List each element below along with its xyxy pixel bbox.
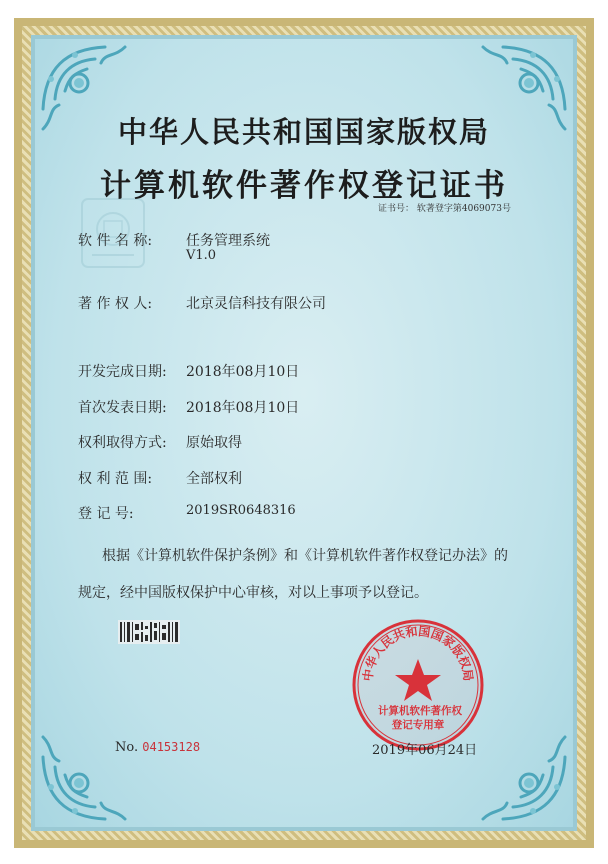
scope: 全部权利	[186, 471, 242, 487]
pub-date-label: 首次发表日期:	[78, 400, 167, 416]
statement-line-1: 根据《计算机软件保护条例》和《计算机软件著作权登记办法》的	[102, 548, 508, 564]
certificate-number: 证书号： 软著登字第4069073号	[378, 204, 511, 214]
software-name: 任务管理系统	[186, 233, 270, 249]
seal-line-1: 计算机软件著作权	[378, 705, 462, 717]
issue-date: 2019年06月24日	[372, 743, 478, 758]
acquisition-label: 权利取得方式:	[78, 435, 167, 451]
serial-prefix: No.	[115, 740, 139, 755]
corner-ornament-bottom-left	[35, 717, 145, 827]
owner: 北京灵信科技有限公司	[186, 296, 326, 312]
registration-label: 登 记 号:	[78, 506, 134, 522]
barcode-icon	[118, 620, 180, 644]
software-version: V1.0	[186, 248, 217, 263]
pub-date: 2018年08月10日	[186, 400, 300, 416]
dev-date-label: 开发完成日期:	[78, 364, 167, 380]
scope-label: 权 利 范 围:	[78, 471, 153, 487]
acquisition: 原始取得	[186, 435, 242, 451]
dev-date: 2018年08月10日	[186, 364, 300, 380]
owner-label: 著 作 权 人:	[78, 296, 153, 312]
serial-number	[115, 740, 200, 755]
document-title: 计算机软件著作权登记证书	[100, 168, 508, 204]
software-name-label: 软 件 名 称:	[78, 233, 153, 249]
seal-outer-text: 中华人民共和国国家版权局	[360, 624, 476, 682]
serial-value: 04153128	[142, 740, 201, 754]
registration-number: 2019SR0648316	[186, 503, 296, 518]
issuing-authority: 中华人民共和国国家版权局	[117, 115, 490, 149]
seal-line-2: 登记专用章	[391, 719, 445, 731]
statement-line-2: 规定，经中国版权保护中心审核，对以上事项予以登记。	[78, 585, 428, 601]
official-seal	[350, 617, 486, 753]
